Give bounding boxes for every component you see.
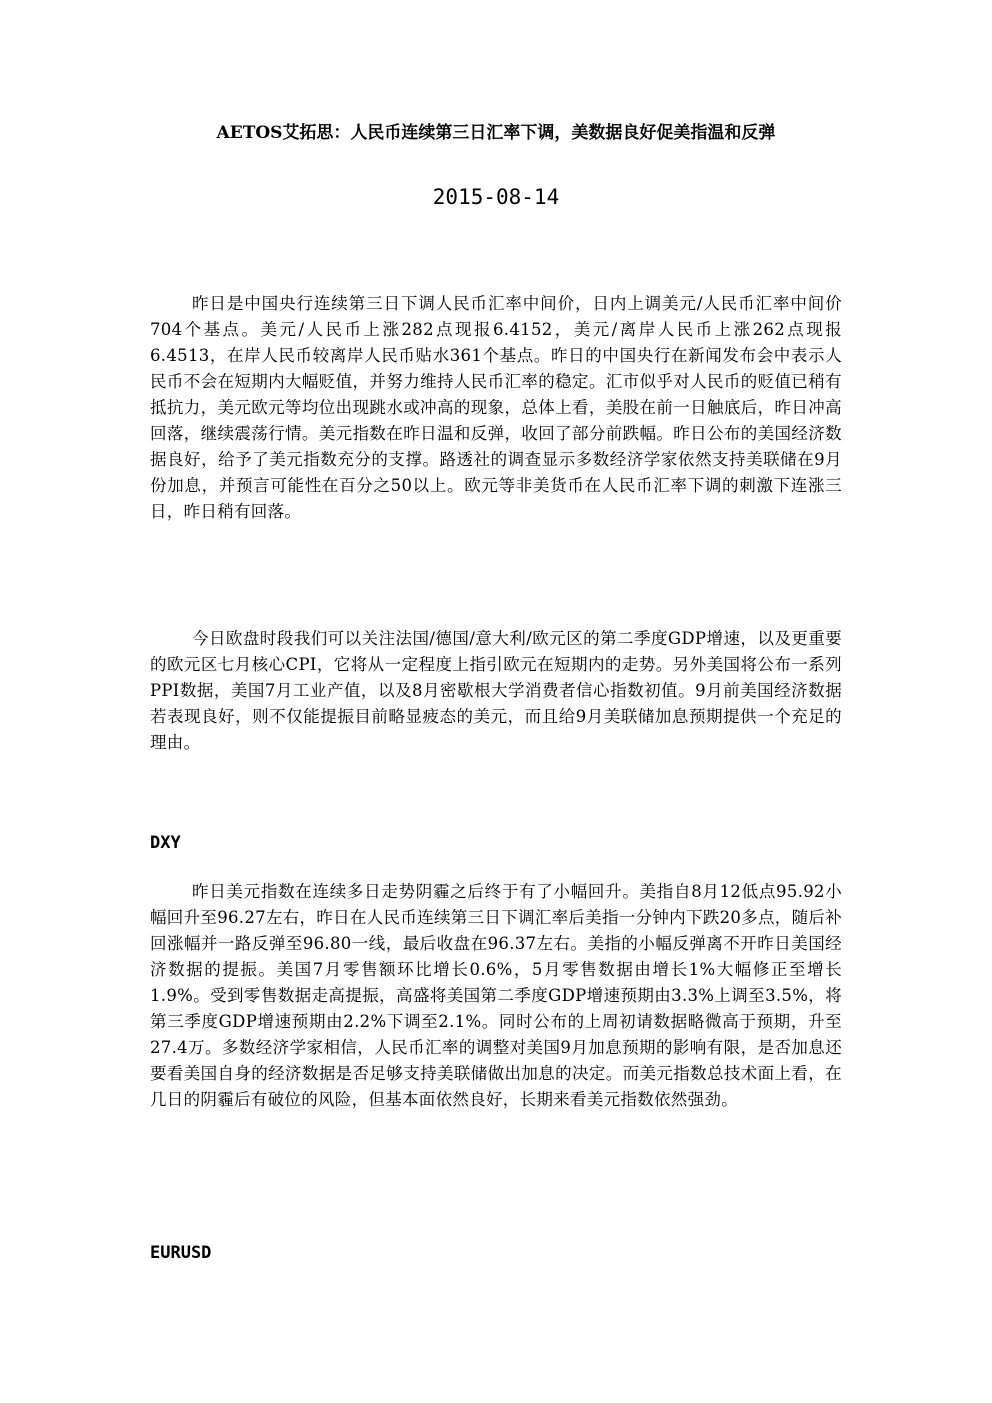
document-date: 2015-08-14 xyxy=(432,185,560,209)
section-heading-dxy: DXY xyxy=(150,833,181,853)
section-heading-eurusd: EURUSD xyxy=(150,1243,212,1263)
paragraph-rmb-fixing: 昨日是中国央行连续第三日下调人民币汇率中间价，日内上调美元/人民币汇率中间价704个基点。美元/人民币上涨282点现报6.4152，美元/离岸人民币上涨262点现报6.4513，在岸人民币较离岸人民币贴水361个基点。昨日的中国央行在新闻发布会中表示人民币不会在短期内大幅贬值，并努力维持人民币汇率的稳定。汇市似乎对人民币的贬值已稍有抵抗力，美元欧元等均位出现跳水或冲高的现象，总体上看，美股在前一日触底后，昨日冲高回落，继续震荡行情。美元指数在昨日温和反弹，收回了部分前跌幅。昨日公布的美国经济数据良好，给予了美元指数充分的支撑。路透社的调查显示多数经济学家依然支持美联储在9月份加息，并预言可能性在百分之50以上。欧元等非美货币在人民币汇率下调的刺激下连涨三日，昨日稍有回落。 xyxy=(150,294,842,521)
paragraph-dxy-analysis: 昨日美元指数在连续多日走势阴霾之后终于有了小幅回升。美指自8月12低点95.92小幅回升至96.27左右，昨日在人民币连续第三日下调汇率后美指一分钟内下跌20多点，随后补回涨幅并一路反弹至96.80一线，最后收盘在96.37左右。美指的小幅反弹离不开昨日美国经济数据的提振。美国7月零售额环比增长0.6%，5月零售数据由增长1%大幅修正至增长1.9%。受到零售数据走高提振，高盛将美国第二季度GDP增速预期由3.3%上调至3.5%，将第三季度GDP增速预期由2.2%下调至2.1%。同时公布的上周初请数据略微高于预期，升至27.4万。多数经济学家相信，人民币汇率的调整对美国9月加息预期的影响有限，是否加息还要看美国自身的经济数据是否足够支持美联储做出加息的决定。而美元指数总技术面上看，在几日的阴霾后有破位的风险，但基本面依然良好，长期来看美元指数依然强劲。 xyxy=(150,882,842,1109)
document-title: AETOS艾拓思：人民币连续第三日汇率下调，美数据良好促美指温和反弹 xyxy=(216,123,776,143)
paragraph-european-session-outlook: 今日欧盘时段我们可以关注法国/德国/意大利/欧元区的第二季度GDP增速，以及更重要的欧元区七月核心CPI，它将从一定程度上指引欧元在短期内的走势。另外美国将公布一系列PPI数据，美国7月工业产值，以及8月密歇根大学消费者信心指数初值。9月前美国经济数据若表现良好，则不仅能提振目前略显疲态的美元，而且给9月美联储加息预期提供一个充足的理由。 xyxy=(150,629,842,752)
